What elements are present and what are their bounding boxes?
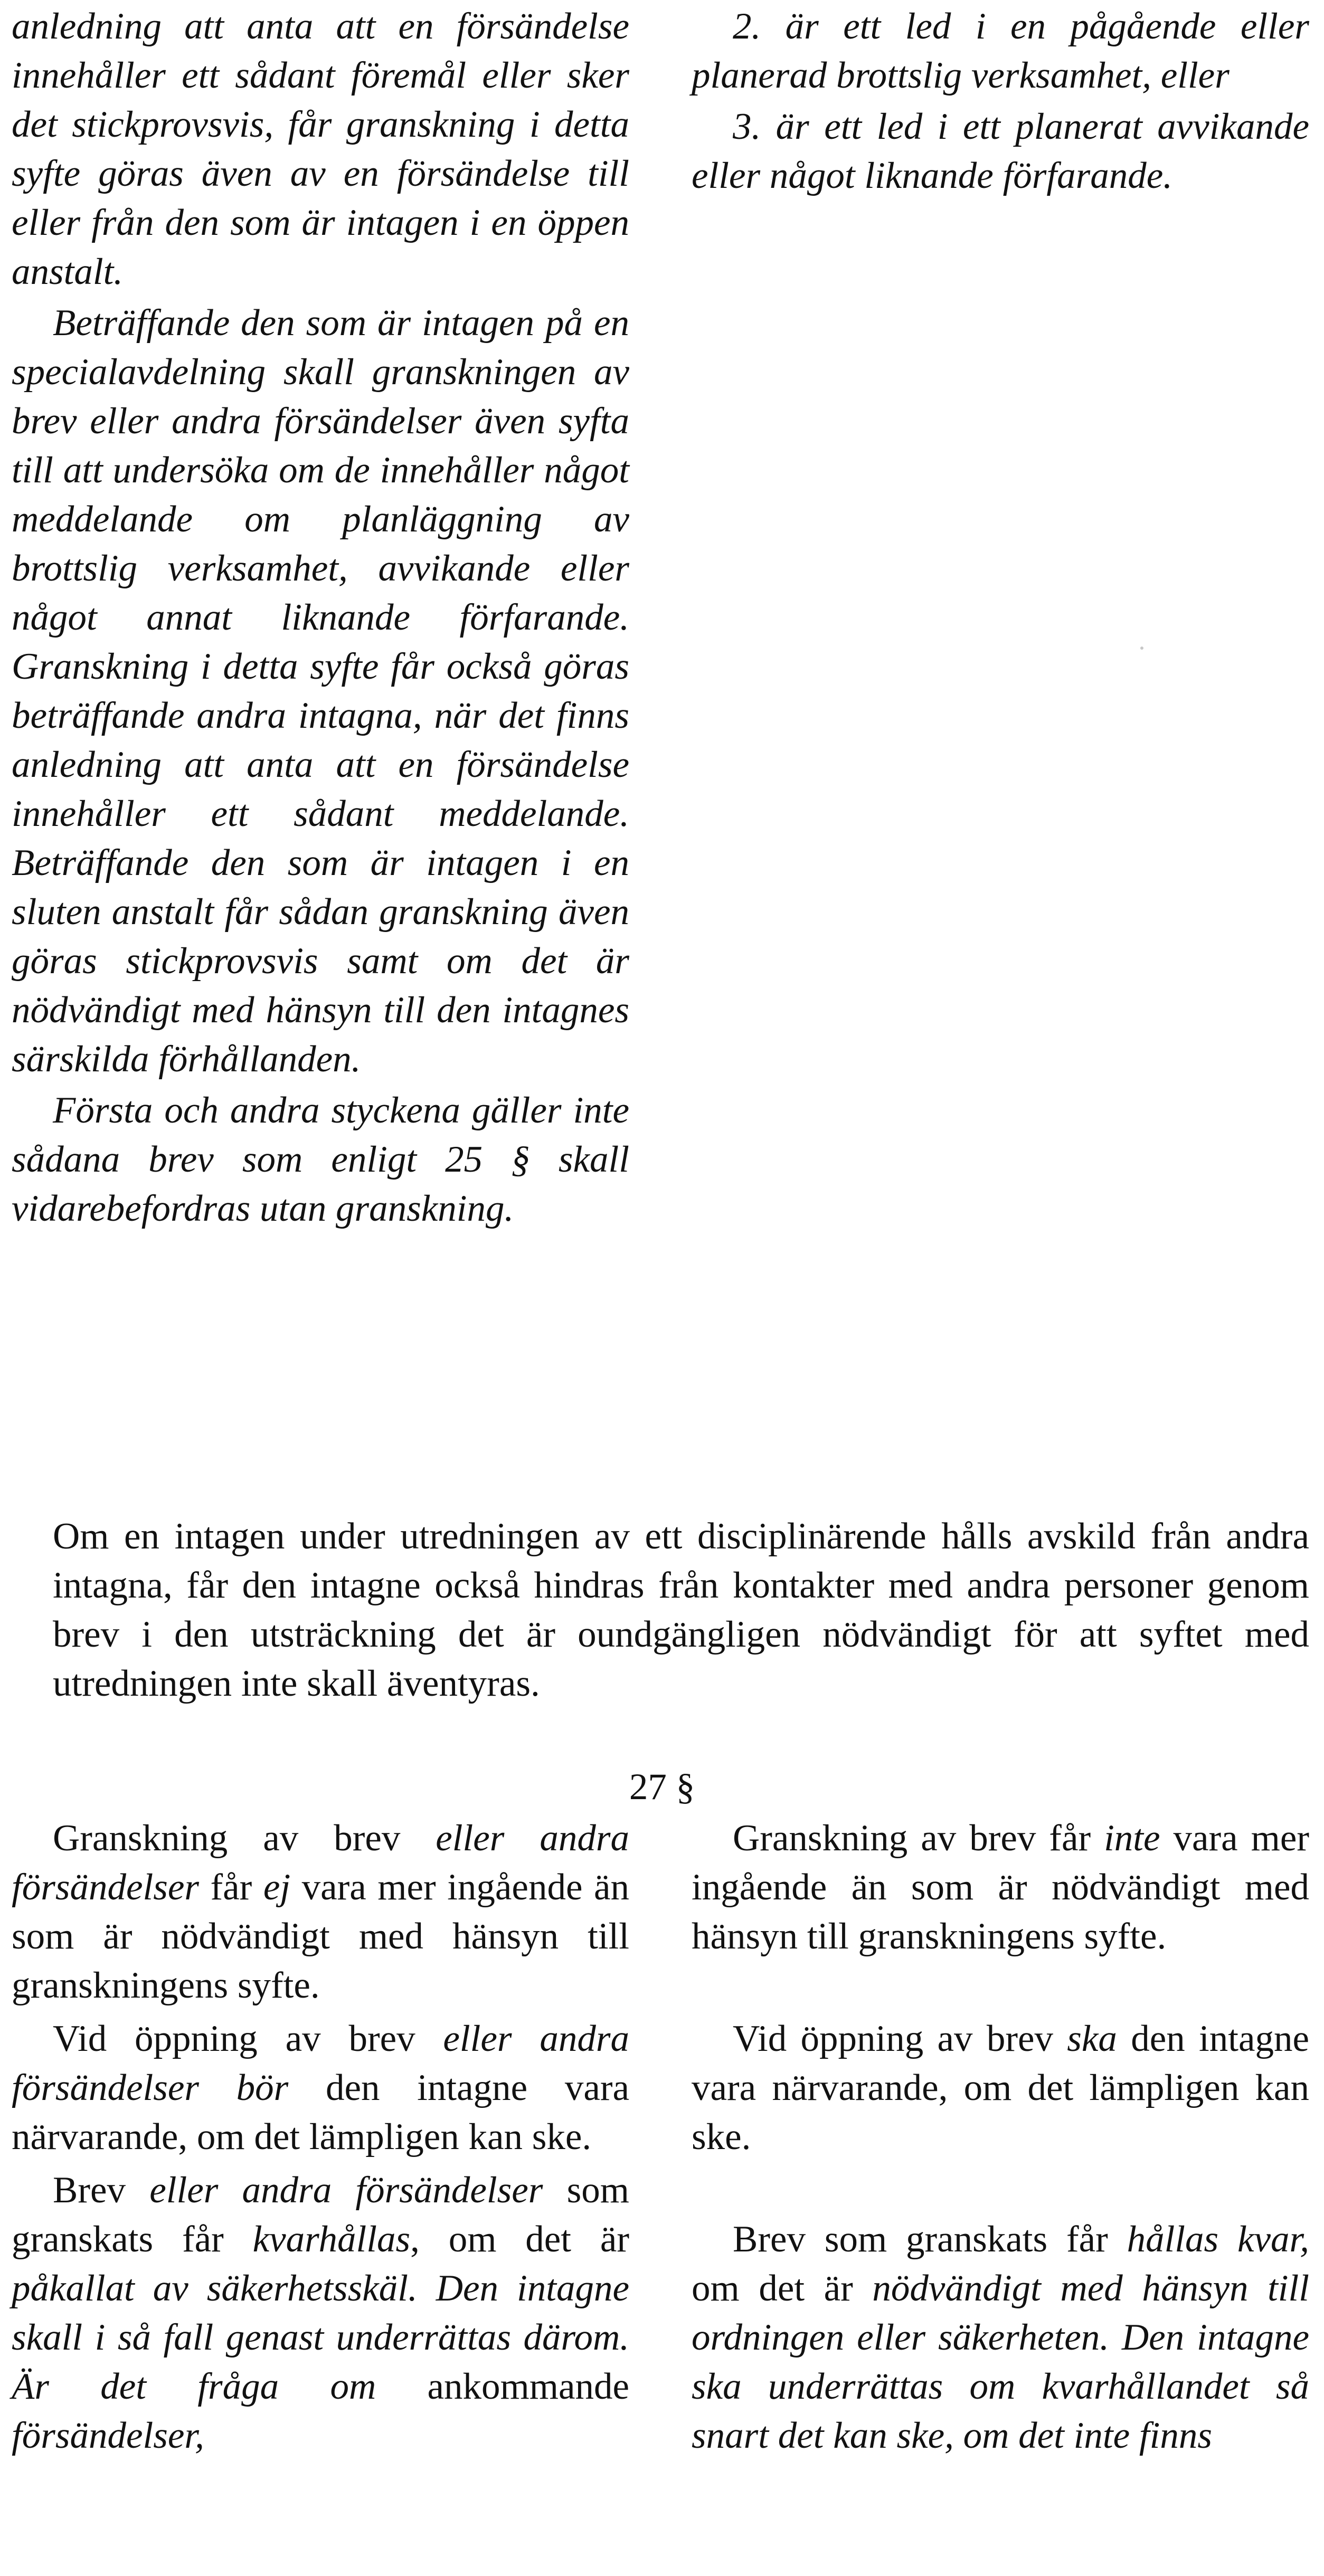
section-heading-27: 27 §	[629, 1766, 695, 1808]
right-27-paragraph-3: Brev som granskats får hållas kvar, om det är nödvändigt med hänsyn till ordningen eller säkerheten. Den intagne ska underrättas om kvarhållandet så snart det kan ske, om det inte finns	[692, 2219, 1310, 2456]
full-width-paragraph-block	[53, 1512, 1309, 1708]
left-27-paragraph-3: Brev eller andra försändelser som granskats får kvarhållas, om det är påkallat av säkerhetsskäl. Den intagne skall i så fall genast underrättas därom. Är det fråga om ankommande försändelser,	[12, 2170, 629, 2456]
right-27-paragraph-2: Vid öppning av brev ska den intagne vara närvarande, om det lämpligen kan ske.	[692, 2018, 1309, 2157]
left-column-top	[12, 2, 629, 1233]
paragraph-continuation: anledning att anta att en försändelse innehåller ett sådant föremål eller sker det stickprovsvis, får granskning i detta syfte göras även av en försändelse till eller från den som är intagen i en öppen anstalt.	[12, 6, 629, 292]
full-width-paragraph: Om en intagen under utredningen av ett disciplinärende hålls avskild från andra intagna, får den intagne också hindras från kontakter med andra personer genom brev i den utsträckning det är oundgängligen nödvändigt för att syftet med utredningen inte skall äventyras.	[53, 1516, 1309, 1704]
list-item-2: 2. är ett led i en pågående eller planerad brottslig verksamhet, eller	[692, 6, 1309, 96]
left-column-27	[12, 1814, 629, 2460]
spacer	[692, 2162, 1309, 2211]
paragraph-specialavdelning: Beträffande den som är intagen på en specialavdelning skall granskningen av brev eller andra försändelser även syfta till att undersöka om de innehåller något meddelande om planläggning av brottslig verksamhet, avvikande eller något annat liknande förfarande. Granskning i detta syfte får också göras beträffande andra intagna, när det finns anledning att anta att en försändelse innehåller ett sådant meddelande. Beträffande den som är intagen i en sluten anstalt får sådan granskning även göras stickprovsvis samt om det är nödvändigt med hänsyn till den intagnes särskilda förhållanden.	[12, 302, 629, 1080]
scan-speck	[1140, 647, 1143, 650]
right-column-27	[692, 1814, 1309, 2460]
spacer	[692, 1961, 1309, 2010]
right-column-top	[692, 2, 1309, 201]
list-item-3: 3. är ett led i ett planerat avvikande eller något liknande förfarande.	[692, 106, 1309, 196]
left-27-paragraph-1: Granskning av brev eller andra försändelser får ej vara mer ingående än som är nödvändigt med hänsyn till granskningens syfte.	[12, 1818, 629, 2006]
right-27-paragraph-1: Granskning av brev får inte vara mer ingående än som är nödvändigt med hänsyn till granskningens syfte.	[692, 1818, 1309, 1957]
left-27-paragraph-2: Vid öppning av brev eller andra försändelser bör den intagne vara närvarande, om det lämpligen kan ske.	[12, 2018, 629, 2157]
paragraph-forsta-och-andra: Första och andra styckena gäller inte sådana brev som enligt 25 § skall vidarebefordras utan granskning.	[12, 1090, 629, 1229]
